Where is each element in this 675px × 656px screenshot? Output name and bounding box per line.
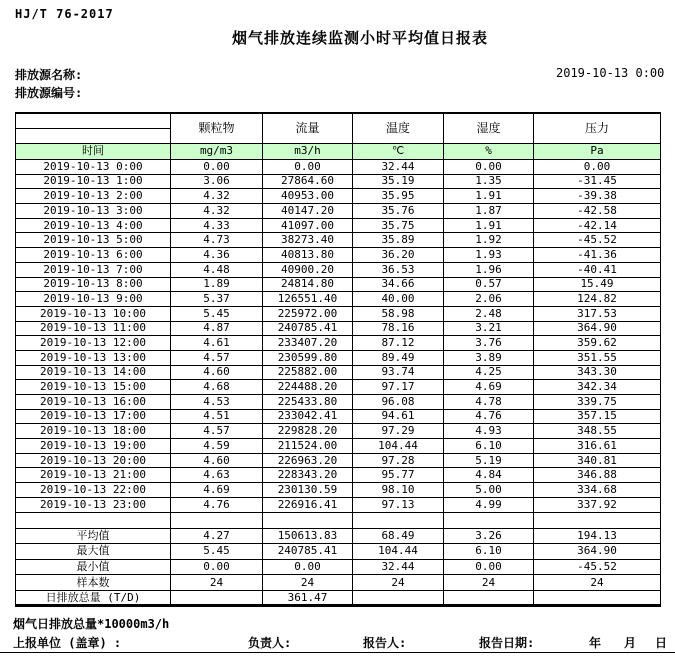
value-cell: 104.44 — [353, 439, 444, 454]
value-cell: 97.29 — [353, 424, 444, 439]
time-cell: 2019-10-13 16:00 — [16, 395, 171, 410]
time-cell: 2019-10-13 12:00 — [16, 336, 171, 351]
table-row — [16, 544, 661, 560]
table-row — [16, 306, 661, 321]
value-cell: 24 — [263, 575, 353, 591]
time-cell: 2019-10-13 14:00 — [16, 365, 171, 380]
value-cell: 4.76 — [444, 409, 534, 424]
value-cell: 35.89 — [353, 233, 444, 248]
time-cell: 2019-10-13 5:00 — [16, 233, 171, 248]
reporter-label: 报告人: — [363, 636, 407, 650]
time-cell: 2019-10-13 8:00 — [16, 277, 171, 292]
value-cell: 24 — [353, 575, 444, 591]
time-cell: 2019-10-13 17:00 — [16, 409, 171, 424]
value-cell — [353, 590, 444, 606]
value-cell: 35.19 — [353, 174, 444, 189]
time-cell: 2019-10-13 7:00 — [16, 262, 171, 277]
value-cell: 0.00 — [444, 160, 534, 175]
col-header-flow: 流量 — [263, 113, 353, 144]
time-cell: 2019-10-13 11:00 — [16, 321, 171, 336]
hourly-average-table — [15, 112, 661, 607]
value-cell: 240785.41 — [263, 544, 353, 560]
time-cell: 2019-10-13 0:00 — [16, 160, 171, 175]
unit-cell: ℃ — [353, 144, 444, 160]
time-cell: 2019-10-13 6:00 — [16, 248, 171, 263]
value-cell: 334.68 — [534, 483, 661, 498]
report-unit-label: 上报单位 (盖章) : — [13, 636, 122, 650]
value-cell: 97.13 — [353, 497, 444, 512]
value-cell: -42.58 — [534, 204, 661, 219]
value-cell: 4.61 — [171, 336, 263, 351]
value-cell: 4.32 — [171, 204, 263, 219]
value-cell: -45.52 — [534, 559, 661, 575]
value-cell: 4.84 — [444, 468, 534, 483]
value-cell: 348.55 — [534, 424, 661, 439]
value-cell: 35.75 — [353, 218, 444, 233]
value-cell: 4.57 — [171, 424, 263, 439]
value-cell: 342.34 — [534, 380, 661, 395]
value-cell: -31.45 — [534, 174, 661, 189]
table-row — [16, 590, 661, 606]
value-cell: 24 — [171, 575, 263, 591]
value-cell: 3.06 — [171, 174, 263, 189]
hour-rows — [16, 160, 661, 513]
unit-cell: Pa — [534, 144, 661, 160]
value-cell: 359.62 — [534, 336, 661, 351]
standard-code: HJ/T 76-2017 — [15, 7, 114, 21]
value-cell: 4.33 — [171, 218, 263, 233]
table-row — [16, 365, 661, 380]
value-cell: 5.45 — [171, 306, 263, 321]
table-row — [16, 174, 661, 189]
table-row — [16, 409, 661, 424]
table-row — [16, 483, 661, 498]
value-cell: 351.55 — [534, 350, 661, 365]
value-cell: 38273.40 — [263, 233, 353, 248]
value-cell: 337.92 — [534, 497, 661, 512]
value-cell: 1.96 — [444, 262, 534, 277]
value-cell: 97.17 — [353, 380, 444, 395]
value-cell: 126551.40 — [263, 292, 353, 307]
value-cell: 226963.20 — [263, 453, 353, 468]
value-cell: 1.89 — [171, 277, 263, 292]
day-label: 日 — [655, 636, 668, 650]
value-cell: 316.61 — [534, 439, 661, 454]
value-cell: 58.98 — [353, 306, 444, 321]
table-row — [16, 248, 661, 263]
value-cell: 1.91 — [444, 218, 534, 233]
value-cell: 24814.80 — [263, 277, 353, 292]
value-cell: 229828.20 — [263, 424, 353, 439]
table-row — [16, 277, 661, 292]
value-cell: 41097.00 — [263, 218, 353, 233]
value-cell: 2.06 — [444, 292, 534, 307]
value-cell: 4.78 — [444, 395, 534, 410]
value-cell: 339.75 — [534, 395, 661, 410]
value-cell: -41.36 — [534, 248, 661, 263]
header-row-top — [16, 113, 661, 129]
value-cell: 4.59 — [171, 439, 263, 454]
value-cell: 4.60 — [171, 453, 263, 468]
value-cell: 5.19 — [444, 453, 534, 468]
unit-cell: m3/h — [263, 144, 353, 160]
value-cell: 230130.59 — [263, 483, 353, 498]
table-row — [16, 468, 661, 483]
value-cell: 4.27 — [171, 528, 263, 544]
value-cell: 32.44 — [353, 160, 444, 175]
table-row — [16, 262, 661, 277]
value-cell: 40813.80 — [263, 248, 353, 263]
value-cell: 24 — [534, 575, 661, 591]
value-cell: 4.25 — [444, 365, 534, 380]
value-cell: -40.41 — [534, 262, 661, 277]
value-cell: 340.81 — [534, 453, 661, 468]
table-row — [16, 321, 661, 336]
time-cell: 2019-10-13 10:00 — [16, 306, 171, 321]
value-cell: 150613.83 — [263, 528, 353, 544]
value-cell: 228343.20 — [263, 468, 353, 483]
value-cell: 15.49 — [534, 277, 661, 292]
value-cell: 1.35 — [444, 174, 534, 189]
value-cell: 1.91 — [444, 189, 534, 204]
value-cell: 40900.20 — [263, 262, 353, 277]
value-cell: 40147.20 — [263, 204, 353, 219]
value-cell: 6.10 — [444, 544, 534, 560]
table-row — [16, 350, 661, 365]
table-row — [16, 204, 661, 219]
value-cell: 0.00 — [263, 160, 353, 175]
value-cell: 40.00 — [353, 292, 444, 307]
time-cell: 2019-10-13 9:00 — [16, 292, 171, 307]
spacer-row — [16, 512, 661, 528]
time-cell: 2019-10-13 22:00 — [16, 483, 171, 498]
col-header-pressure: 压力 — [534, 113, 661, 144]
table-row — [16, 336, 661, 351]
value-cell: 5.00 — [444, 483, 534, 498]
table-row — [16, 559, 661, 575]
value-cell: 3.21 — [444, 321, 534, 336]
table-row — [16, 218, 661, 233]
value-cell: 95.77 — [353, 468, 444, 483]
value-cell: 1.87 — [444, 204, 534, 219]
table-row — [16, 453, 661, 468]
summary-label-cell: 最小值 — [16, 559, 171, 575]
value-cell: 4.36 — [171, 248, 263, 263]
value-cell: 96.08 — [353, 395, 444, 410]
page-title: 烟气排放连续监测小时平均值日报表 — [231, 29, 489, 47]
value-cell: 0.00 — [444, 559, 534, 575]
value-cell: 36.53 — [353, 262, 444, 277]
value-cell: 3.76 — [444, 336, 534, 351]
table-row — [16, 497, 661, 512]
value-cell: 124.82 — [534, 292, 661, 307]
value-cell: 317.53 — [534, 306, 661, 321]
responsible-label: 负责人: — [248, 636, 292, 650]
corner-cell-bottom — [16, 129, 171, 144]
table-row — [16, 395, 661, 410]
table-row — [16, 292, 661, 307]
value-cell: 4.32 — [171, 189, 263, 204]
table-row — [16, 160, 661, 175]
value-cell: 4.76 — [171, 497, 263, 512]
value-cell: 0.00 — [534, 160, 661, 175]
report-date-label: 报告日期: — [479, 636, 535, 650]
value-cell: 27864.60 — [263, 174, 353, 189]
time-cell: 2019-10-13 21:00 — [16, 468, 171, 483]
value-cell: 211524.00 — [263, 439, 353, 454]
col-header-particulate: 颗粒物 — [171, 113, 263, 144]
unit-cell: mg/m3 — [171, 144, 263, 160]
value-cell: 68.49 — [353, 528, 444, 544]
value-cell: 32.44 — [353, 559, 444, 575]
summary-label-cell: 最大值 — [16, 544, 171, 560]
value-cell: 94.61 — [353, 409, 444, 424]
unit-cell: % — [444, 144, 534, 160]
table-row — [16, 575, 661, 591]
value-cell: 364.90 — [534, 544, 661, 560]
time-cell: 2019-10-13 4:00 — [16, 218, 171, 233]
value-cell: 4.60 — [171, 365, 263, 380]
value-cell: 36.20 — [353, 248, 444, 263]
time-cell: 2019-10-13 2:00 — [16, 189, 171, 204]
value-cell: 0.00 — [171, 559, 263, 575]
value-cell: 226916.41 — [263, 497, 353, 512]
value-cell: 224488.20 — [263, 380, 353, 395]
value-cell: 35.95 — [353, 189, 444, 204]
value-cell: 104.44 — [353, 544, 444, 560]
col-header-temperature: 温度 — [353, 113, 444, 144]
value-cell — [534, 590, 661, 606]
value-cell: 2.48 — [444, 306, 534, 321]
value-cell: 0.57 — [444, 277, 534, 292]
table-row — [16, 233, 661, 248]
source-name-label: 排放源名称: — [15, 68, 83, 82]
value-cell: 225433.80 — [263, 395, 353, 410]
table-row — [16, 380, 661, 395]
value-cell: 230599.80 — [263, 350, 353, 365]
value-cell: 4.73 — [171, 233, 263, 248]
value-cell: 3.89 — [444, 350, 534, 365]
time-cell: 2019-10-13 19:00 — [16, 439, 171, 454]
value-cell: 4.93 — [444, 424, 534, 439]
value-cell: 4.68 — [171, 380, 263, 395]
time-cell: 2019-10-13 1:00 — [16, 174, 171, 189]
value-cell: 4.99 — [444, 497, 534, 512]
value-cell: 4.87 — [171, 321, 263, 336]
unit-row — [16, 144, 661, 160]
time-header-cell: 时间 — [16, 144, 171, 160]
table-row — [16, 439, 661, 454]
value-cell: 4.51 — [171, 409, 263, 424]
value-cell: 233407.20 — [263, 336, 353, 351]
value-cell: 346.88 — [534, 468, 661, 483]
value-cell — [444, 590, 534, 606]
source-code-label: 排放源编号: — [15, 86, 83, 100]
summary-rows — [16, 528, 661, 606]
value-cell: 194.13 — [534, 528, 661, 544]
time-cell: 2019-10-13 18:00 — [16, 424, 171, 439]
value-cell: 3.26 — [444, 528, 534, 544]
value-cell: 364.90 — [534, 321, 661, 336]
value-cell: 78.16 — [353, 321, 444, 336]
value-cell: 1.93 — [444, 248, 534, 263]
value-cell: 87.12 — [353, 336, 444, 351]
value-cell: 4.57 — [171, 350, 263, 365]
time-cell: 2019-10-13 20:00 — [16, 453, 171, 468]
spacer-section — [16, 512, 661, 528]
value-cell: 233042.41 — [263, 409, 353, 424]
value-cell: 0.00 — [263, 559, 353, 575]
value-cell: 1.92 — [444, 233, 534, 248]
summary-label-cell: 平均值 — [16, 528, 171, 544]
summary-label-cell: 样本数 — [16, 575, 171, 591]
value-cell: 4.69 — [444, 380, 534, 395]
table-row — [16, 189, 661, 204]
value-cell: 240785.41 — [263, 321, 353, 336]
value-cell: 24 — [444, 575, 534, 591]
value-cell: 0.00 — [171, 160, 263, 175]
value-cell: 34.66 — [353, 277, 444, 292]
value-cell: 35.76 — [353, 204, 444, 219]
total-emission-note: 烟气日排放总量*10000m3/h — [13, 617, 170, 631]
time-cell: 2019-10-13 23:00 — [16, 497, 171, 512]
corner-cell-top — [16, 113, 171, 129]
time-cell: 2019-10-13 15:00 — [16, 380, 171, 395]
value-cell: 4.53 — [171, 395, 263, 410]
value-cell: 357.15 — [534, 409, 661, 424]
value-cell: 40953.00 — [263, 189, 353, 204]
signature-line — [0, 634, 675, 652]
value-cell: 4.63 — [171, 468, 263, 483]
value-cell: -39.38 — [534, 189, 661, 204]
value-cell: 93.74 — [353, 365, 444, 380]
col-header-humidity: 湿度 — [444, 113, 534, 144]
value-cell: -45.52 — [534, 233, 661, 248]
month-label: 月 — [624, 636, 637, 650]
summary-label-cell: 日排放总量 (T/D) — [16, 590, 171, 606]
year-label: 年 — [589, 636, 602, 650]
value-cell: 4.69 — [171, 483, 263, 498]
value-cell: 361.47 — [263, 590, 353, 606]
value-cell: 343.30 — [534, 365, 661, 380]
table-header — [16, 113, 661, 160]
value-cell: 5.45 — [171, 544, 263, 560]
value-cell: 5.37 — [171, 292, 263, 307]
value-cell: 6.10 — [444, 439, 534, 454]
time-cell: 2019-10-13 13:00 — [16, 350, 171, 365]
value-cell — [171, 590, 263, 606]
value-cell: 225972.00 — [263, 306, 353, 321]
table-row — [16, 424, 661, 439]
report-datetime: 2019-10-13 0:00 — [556, 66, 665, 80]
bottom-rule — [0, 652, 675, 653]
value-cell: 4.48 — [171, 262, 263, 277]
table-row — [16, 528, 661, 544]
value-cell: 98.10 — [353, 483, 444, 498]
value-cell: 225882.00 — [263, 365, 353, 380]
time-cell: 2019-10-13 3:00 — [16, 204, 171, 219]
value-cell: 97.28 — [353, 453, 444, 468]
value-cell: 89.49 — [353, 350, 444, 365]
value-cell: -42.14 — [534, 218, 661, 233]
